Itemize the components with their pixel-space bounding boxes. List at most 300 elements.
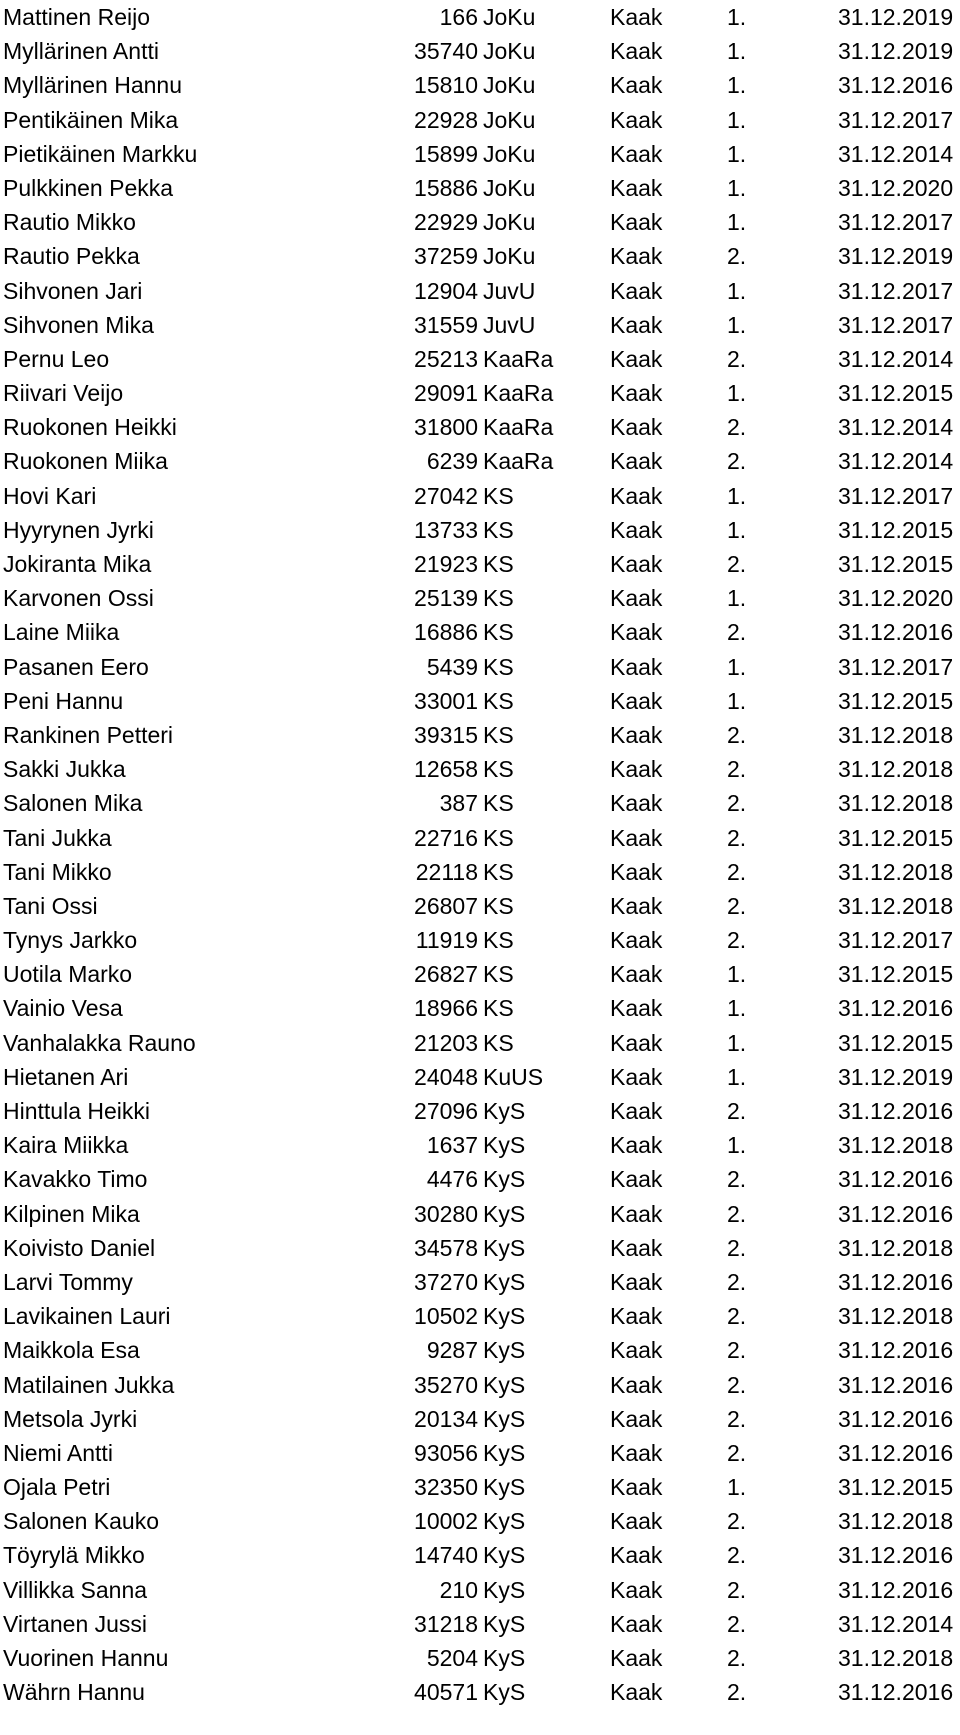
table-row <box>0 308 960 342</box>
licence-class: 2. <box>727 448 747 475</box>
club-code: KS <box>483 687 514 714</box>
club-code: KaaRa <box>483 448 554 475</box>
licence-type: Kaak <box>610 995 663 1022</box>
club-code: KyS <box>483 1679 526 1706</box>
table-row <box>0 650 960 684</box>
expiry-date: 31.12.2017 <box>838 106 954 133</box>
licence-class: 2. <box>727 1610 747 1637</box>
expiry-date: 31.12.2016 <box>838 995 954 1022</box>
member-number: 35740 <box>414 38 478 65</box>
member-number: 1637 <box>426 1132 478 1159</box>
licence-type: Kaak <box>610 1508 663 1535</box>
expiry-date: 31.12.2015 <box>838 1029 954 1056</box>
table-row <box>0 1436 960 1470</box>
expiry-date: 31.12.2016 <box>838 1679 954 1706</box>
licence-class: 2. <box>727 1303 747 1330</box>
licence-type: Kaak <box>610 1645 663 1671</box>
member-number: 21203 <box>414 1029 478 1056</box>
expiry-date: 31.12.2017 <box>838 927 954 954</box>
licence-class: 2. <box>727 243 747 270</box>
licence-type: Kaak <box>610 1337 663 1364</box>
club-code: KyS <box>483 1098 526 1124</box>
expiry-date: 31.12.2016 <box>838 1439 954 1466</box>
table-row <box>0 1094 960 1128</box>
member-number: 12904 <box>414 277 478 304</box>
club-code: KuUS <box>483 1063 544 1090</box>
expiry-date: 31.12.2015 <box>838 516 954 543</box>
club-code: JoKu <box>483 174 536 201</box>
expiry-date: 31.12.2017 <box>838 277 954 304</box>
club-code: KyS <box>483 1303 526 1330</box>
expiry-date: 31.12.2016 <box>838 1200 954 1227</box>
member-name: Sihvonen Jari <box>3 277 143 304</box>
member-name: Währn Hannu <box>3 1679 145 1706</box>
licence-class: 2. <box>727 1645 747 1671</box>
member-number: 24048 <box>414 1063 478 1090</box>
licence-type: Kaak <box>610 1234 663 1261</box>
member-name: Rautio Mikko <box>3 209 136 236</box>
licence-type: Kaak <box>610 482 663 509</box>
club-code: KS <box>483 995 514 1022</box>
member-name: Mattinen Reijo <box>3 4 151 30</box>
member-number: 26807 <box>414 892 478 919</box>
licence-class: 1. <box>727 106 747 133</box>
licence-type: Kaak <box>610 448 663 475</box>
club-code: JoKu <box>483 140 536 167</box>
club-code: KyS <box>483 1132 526 1159</box>
table-row <box>0 718 960 752</box>
member-name: Matilainen Jukka <box>3 1371 175 1398</box>
licence-type: Kaak <box>610 756 663 783</box>
licence-class: 2. <box>727 1268 747 1295</box>
member-name: Jokiranta Mika <box>3 551 152 577</box>
expiry-date: 31.12.2015 <box>838 824 954 851</box>
club-code: KyS <box>483 1508 526 1535</box>
member-number: 39315 <box>414 721 478 748</box>
expiry-date: 31.12.2016 <box>838 1405 954 1432</box>
table-row <box>0 786 960 820</box>
club-code: KS <box>483 721 514 748</box>
table-row <box>0 957 960 991</box>
licence-class: 2. <box>727 1337 747 1364</box>
expiry-date: 31.12.2020 <box>838 174 954 201</box>
member-name: Ruokonen Heikki <box>3 414 177 441</box>
member-number: 37259 <box>414 243 478 270</box>
member-number: 25139 <box>414 585 478 612</box>
club-code: KS <box>483 482 514 509</box>
expiry-date: 31.12.2016 <box>838 1268 954 1295</box>
expiry-date: 31.12.2018 <box>838 790 954 817</box>
club-code: KaaRa <box>483 414 554 441</box>
licence-type: Kaak <box>610 961 663 988</box>
licence-class: 2. <box>727 345 747 372</box>
licence-class: 1. <box>727 516 747 543</box>
table-row <box>0 1538 960 1572</box>
member-number: 6239 <box>426 448 478 475</box>
licence-class: 1. <box>727 1474 747 1501</box>
club-code: KyS <box>483 1234 526 1261</box>
club-code: JoKu <box>483 209 536 236</box>
expiry-date: 31.12.2015 <box>838 961 954 988</box>
member-number: 30280 <box>414 1200 478 1227</box>
club-code: JoKu <box>483 72 536 99</box>
member-name: Salonen Kauko <box>3 1508 160 1535</box>
licence-class: 2. <box>727 1576 747 1603</box>
licence-type: Kaak <box>610 72 663 99</box>
table-row <box>0 444 960 478</box>
expiry-date: 31.12.2014 <box>838 1610 954 1637</box>
expiry-date: 31.12.2014 <box>838 448 954 475</box>
table-row <box>0 547 960 581</box>
club-code: JoKu <box>483 38 536 65</box>
member-number: 210 <box>439 1576 478 1603</box>
table-row <box>0 1299 960 1333</box>
member-number: 10002 <box>414 1508 478 1535</box>
licence-class: 2. <box>727 1679 747 1706</box>
member-number: 25213 <box>414 345 478 372</box>
licence-type: Kaak <box>610 1132 663 1159</box>
licence-type: Kaak <box>610 790 663 817</box>
expiry-date: 31.12.2019 <box>838 243 954 270</box>
licence-type: Kaak <box>610 1542 663 1569</box>
expiry-date: 31.12.2018 <box>838 756 954 783</box>
member-name: Metsola Jyrki <box>3 1405 138 1432</box>
member-number: 35270 <box>414 1371 478 1398</box>
club-code: KS <box>483 892 514 919</box>
member-name: Töyrylä Mikko <box>3 1542 145 1569</box>
table-row <box>0 821 960 855</box>
member-number: 26827 <box>414 961 478 988</box>
licence-type: Kaak <box>610 653 663 680</box>
member-name: Virtanen Jussi <box>3 1610 148 1637</box>
member-name: Tani Mikko <box>3 858 112 885</box>
table-row <box>0 889 960 923</box>
expiry-date: 31.12.2018 <box>838 1132 954 1159</box>
licence-type: Kaak <box>610 38 663 65</box>
licence-type: Kaak <box>610 1166 663 1193</box>
expiry-date: 31.12.2018 <box>838 1303 954 1330</box>
table-row <box>0 342 960 376</box>
table-row <box>0 615 960 649</box>
member-name: Pasanen Eero <box>3 653 149 680</box>
member-number: 387 <box>439 790 478 817</box>
expiry-date: 31.12.2015 <box>838 551 954 577</box>
licence-class: 1. <box>727 311 747 338</box>
club-code: JuvU <box>483 277 536 304</box>
licence-type: Kaak <box>610 687 663 714</box>
club-code: KyS <box>483 1474 526 1501</box>
licence-type: Kaak <box>610 209 663 236</box>
licence-type: Kaak <box>610 311 663 338</box>
licence-class: 1. <box>727 140 747 167</box>
member-name: Vainio Vesa <box>3 995 123 1022</box>
licence-class: 1. <box>727 653 747 680</box>
expiry-date: 31.12.2018 <box>838 892 954 919</box>
member-name: Salonen Mika <box>3 790 143 817</box>
licence-type: Kaak <box>610 1029 663 1056</box>
member-number: 16886 <box>414 619 478 646</box>
club-code: KS <box>483 551 514 577</box>
member-name: Peni Hannu <box>3 687 124 714</box>
club-code: KyS <box>483 1200 526 1227</box>
member-number: 166 <box>439 4 478 30</box>
table-row <box>0 1368 960 1402</box>
member-name: Vuorinen Hannu <box>3 1645 169 1671</box>
club-code: KS <box>483 516 514 543</box>
licence-class: 2. <box>727 756 747 783</box>
licence-class: 2. <box>727 1098 747 1124</box>
member-name: Ruokonen Miika <box>3 448 168 475</box>
club-code: KS <box>483 585 514 612</box>
member-number: 10502 <box>414 1303 478 1330</box>
licence-class: 1. <box>727 482 747 509</box>
member-name: Pietikäinen Markku <box>3 140 198 167</box>
table-row <box>0 923 960 957</box>
member-number: 34578 <box>414 1234 478 1261</box>
table-row <box>0 1402 960 1436</box>
licence-type: Kaak <box>610 4 663 30</box>
expiry-date: 31.12.2016 <box>838 619 954 646</box>
club-code: KyS <box>483 1576 526 1603</box>
member-name: Larvi Tommy <box>3 1268 133 1295</box>
licence-type: Kaak <box>610 1268 663 1295</box>
club-code: JoKu <box>483 243 536 270</box>
expiry-date: 31.12.2017 <box>838 209 954 236</box>
licence-type: Kaak <box>610 1405 663 1432</box>
table-row <box>0 752 960 786</box>
licence-class: 1. <box>727 174 747 201</box>
licence-class: 2. <box>727 1405 747 1432</box>
table-row <box>0 1026 960 1060</box>
member-name: Lavikainen Lauri <box>3 1303 171 1330</box>
expiry-date: 31.12.2016 <box>838 72 954 99</box>
club-code: KyS <box>483 1645 526 1671</box>
licence-class: 1. <box>727 209 747 236</box>
member-name: Vanhalakka Rauno <box>3 1029 196 1056</box>
licence-type: Kaak <box>610 516 663 543</box>
member-number: 12658 <box>414 756 478 783</box>
licence-class: 2. <box>727 790 747 817</box>
licence-class: 2. <box>727 927 747 954</box>
member-name: Rautio Pekka <box>3 243 140 270</box>
licence-type: Kaak <box>610 1439 663 1466</box>
licence-class: 2. <box>727 619 747 646</box>
expiry-date: 31.12.2015 <box>838 1474 954 1501</box>
member-name: Kavakko Timo <box>3 1166 148 1193</box>
table-row <box>0 1333 960 1367</box>
member-number: 14740 <box>414 1542 478 1569</box>
club-code: KS <box>483 961 514 988</box>
club-code: KyS <box>483 1439 526 1466</box>
expiry-date: 31.12.2016 <box>838 1576 954 1603</box>
licence-class: 1. <box>727 380 747 407</box>
table-row <box>0 68 960 102</box>
expiry-date: 31.12.2017 <box>838 653 954 680</box>
member-name: Riivari Veijo <box>3 380 124 407</box>
club-code: KS <box>483 756 514 783</box>
member-name: Rankinen Petteri <box>3 721 174 748</box>
expiry-date: 31.12.2016 <box>838 1542 954 1569</box>
expiry-date: 31.12.2019 <box>838 38 954 65</box>
expiry-date: 31.12.2018 <box>838 721 954 748</box>
expiry-date: 31.12.2014 <box>838 140 954 167</box>
club-code: KyS <box>483 1542 526 1569</box>
licence-class: 2. <box>727 892 747 919</box>
table-row <box>0 1607 960 1641</box>
table-row <box>0 581 960 615</box>
expiry-date: 31.12.2019 <box>838 4 954 30</box>
member-name: Kilpinen Mika <box>3 1200 140 1227</box>
member-number: 31559 <box>414 311 478 338</box>
licence-type: Kaak <box>610 1303 663 1330</box>
table-row <box>0 137 960 171</box>
licence-type: Kaak <box>610 858 663 885</box>
licence-type: Kaak <box>610 1679 663 1706</box>
licence-class: 2. <box>727 414 747 441</box>
expiry-date: 31.12.2016 <box>838 1337 954 1364</box>
member-number: 22118 <box>415 858 478 885</box>
licence-class: 2. <box>727 1166 747 1193</box>
expiry-date: 31.12.2016 <box>838 1166 954 1193</box>
member-number: 31218 <box>414 1610 478 1637</box>
expiry-date: 31.12.2018 <box>838 1234 954 1261</box>
table-row <box>0 513 960 547</box>
expiry-date: 31.12.2015 <box>838 380 954 407</box>
club-code: KyS <box>483 1268 526 1295</box>
licence-type: Kaak <box>610 1576 663 1603</box>
licence-type: Kaak <box>610 927 663 954</box>
member-name: Niemi Antti <box>3 1439 113 1466</box>
member-number: 32350 <box>414 1474 478 1501</box>
member-name: Pentikäinen Mika <box>3 106 179 133</box>
member-number: 15899 <box>414 140 478 167</box>
club-code: KyS <box>483 1405 526 1432</box>
licence-type: Kaak <box>610 1063 663 1090</box>
member-name: Hyyrynen Jyrki <box>3 516 154 543</box>
licence-class: 2. <box>727 1542 747 1569</box>
table-row <box>0 1060 960 1094</box>
licence-type: Kaak <box>610 824 663 851</box>
club-code: KS <box>483 619 514 646</box>
member-number: 13733 <box>414 516 478 543</box>
table-row <box>0 1675 960 1709</box>
club-code: KyS <box>483 1610 526 1637</box>
licence-class: 1. <box>727 1063 747 1090</box>
club-code: KyS <box>483 1371 526 1398</box>
member-number: 93056 <box>414 1439 478 1466</box>
club-code: JoKu <box>483 106 536 133</box>
member-number: 22716 <box>414 824 478 851</box>
licence-type: Kaak <box>610 721 663 748</box>
licence-class: 1. <box>727 1132 747 1159</box>
member-name: Tani Jukka <box>3 824 112 851</box>
expiry-date: 31.12.2017 <box>838 482 954 509</box>
licence-type: Kaak <box>610 140 663 167</box>
table-row <box>0 1162 960 1196</box>
licence-type: Kaak <box>610 619 663 646</box>
club-code: KS <box>483 824 514 851</box>
table-row <box>0 274 960 308</box>
table-row <box>0 205 960 239</box>
licence-type: Kaak <box>610 1098 663 1124</box>
expiry-date: 31.12.2015 <box>838 687 954 714</box>
club-code: KS <box>483 653 514 680</box>
member-number: 37270 <box>414 1268 478 1295</box>
member-name: Myllärinen Hannu <box>3 72 182 99</box>
member-number: 15810 <box>414 72 478 99</box>
licence-type: Kaak <box>610 585 663 612</box>
club-code: KyS <box>483 1337 526 1364</box>
table-row <box>0 479 960 513</box>
table-row <box>0 376 960 410</box>
member-name: Pulkkinen Pekka <box>3 174 174 201</box>
licence-class: 1. <box>727 72 747 99</box>
club-code: KS <box>483 927 514 954</box>
licence-class: 2. <box>727 551 747 577</box>
member-number: 15886 <box>414 174 478 201</box>
licence-class: 2. <box>727 1234 747 1261</box>
licence-type: Kaak <box>610 892 663 919</box>
licence-type: Kaak <box>610 174 663 201</box>
licence-type: Kaak <box>610 243 663 270</box>
member-name: Laine Miika <box>3 619 120 646</box>
member-name: Hinttula Heikki <box>3 1098 150 1124</box>
member-number: 5204 <box>426 1645 478 1671</box>
member-number: 9287 <box>426 1337 478 1364</box>
licence-class: 2. <box>727 824 747 851</box>
member-number: 27042 <box>414 482 478 509</box>
expiry-date: 31.12.2017 <box>838 311 954 338</box>
member-number: 4476 <box>426 1166 478 1193</box>
member-number: 18966 <box>414 995 478 1022</box>
licence-class: 1. <box>727 4 747 30</box>
table-row <box>0 410 960 444</box>
member-name: Pernu Leo <box>3 345 110 372</box>
member-number: 20134 <box>414 1405 478 1432</box>
expiry-date: 31.12.2018 <box>838 858 954 885</box>
table-row <box>0 855 960 889</box>
club-code: KyS <box>483 1166 526 1193</box>
club-code: KaaRa <box>483 380 554 407</box>
member-number: 22929 <box>414 209 478 236</box>
licence-type: Kaak <box>610 380 663 407</box>
table-row <box>0 103 960 137</box>
member-name: Hovi Kari <box>3 482 97 509</box>
member-name: Hietanen Ari <box>3 1063 129 1090</box>
licence-class: 2. <box>727 721 747 748</box>
licence-type: Kaak <box>610 414 663 441</box>
member-name: Uotila Marko <box>3 961 133 988</box>
club-code: KaaRa <box>483 345 554 372</box>
expiry-date: 31.12.2016 <box>838 1098 954 1124</box>
table-row <box>0 1197 960 1231</box>
table-row <box>0 1265 960 1299</box>
member-name: Myllärinen Antti <box>3 38 159 65</box>
club-code: KS <box>483 858 514 885</box>
table-row <box>0 0 960 34</box>
expiry-date: 31.12.2018 <box>838 1645 954 1671</box>
licence-type: Kaak <box>610 1610 663 1637</box>
table-row <box>0 1128 960 1162</box>
licence-type: Kaak <box>610 551 663 577</box>
table-row <box>0 1641 960 1675</box>
member-name: Sihvonen Mika <box>3 311 154 338</box>
member-name: Tani Ossi <box>3 892 98 919</box>
table-row <box>0 34 960 68</box>
expiry-date: 31.12.2016 <box>838 1371 954 1398</box>
table-row <box>0 239 960 273</box>
licence-class: 1. <box>727 38 747 65</box>
